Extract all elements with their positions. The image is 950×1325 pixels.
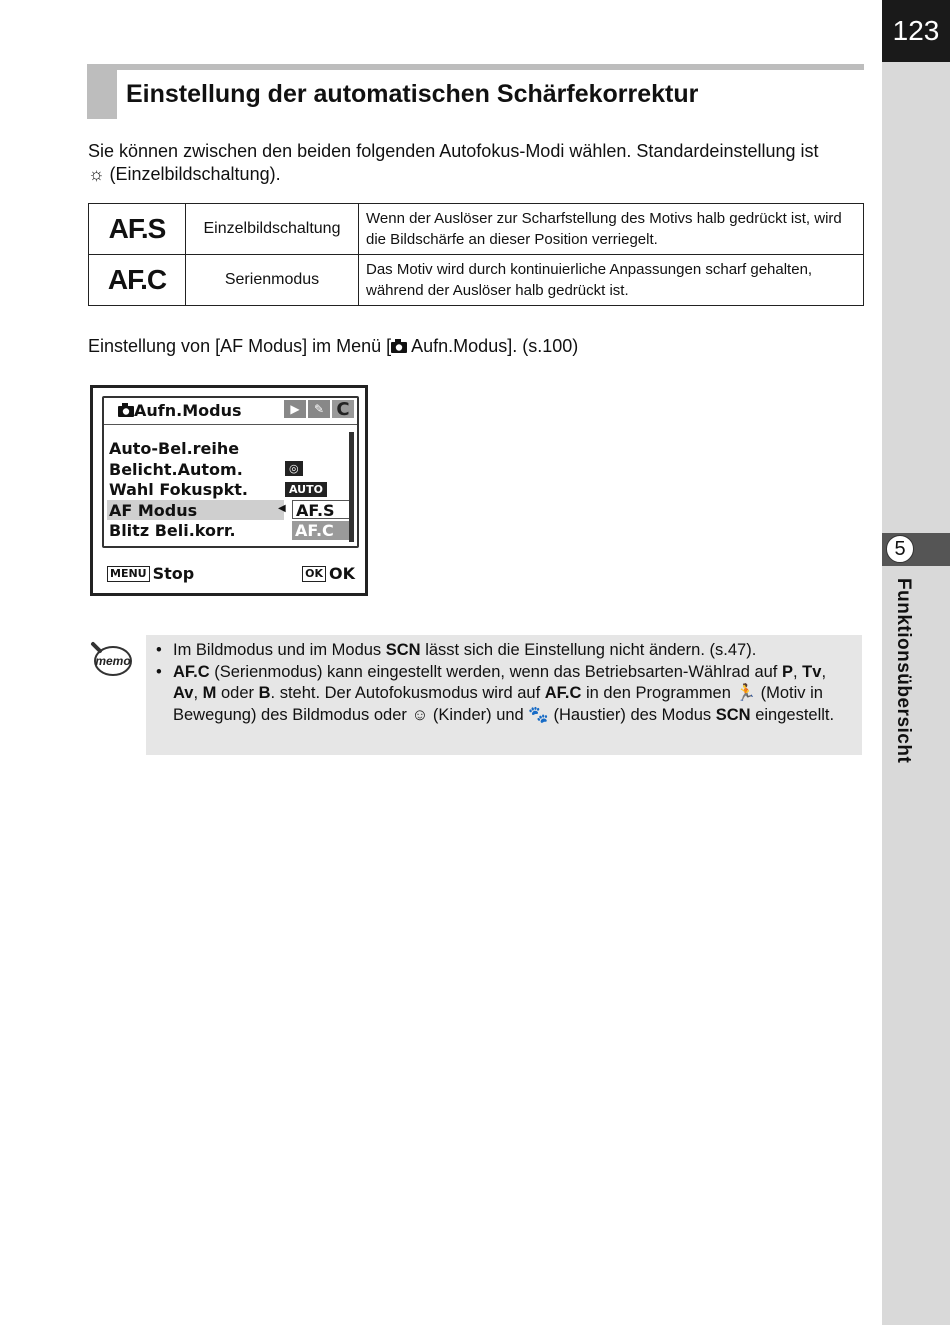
afc-icon: AF.C <box>544 684 582 703</box>
list-item: Wahl Fokuspkt. <box>109 480 248 499</box>
mode-name: Serienmodus <box>186 255 359 306</box>
scrollbar <box>349 432 354 542</box>
table-row <box>89 255 864 306</box>
scn-icon: SCN <box>715 705 751 724</box>
moving-object-icon: 🏃 <box>735 684 757 703</box>
menu-header <box>118 401 241 420</box>
mode-name: Einzelbildschaltung <box>186 204 359 255</box>
left-arrow-icon: ◀ <box>278 503 286 514</box>
memo-bullet-1: • Im Bildmodus und im Modus SCN lässt sich die Einstellung nicht ändern. (s.47). <box>146 640 862 662</box>
list-item-selected: AF Modus <box>107 500 284 520</box>
afc-icon: AF.C <box>89 255 186 306</box>
page-number: 123 <box>882 0 950 62</box>
menu-header-label: Aufn.Modus <box>134 401 242 420</box>
list-item: Blitz Beli.korr. <box>109 521 236 540</box>
svg-text:memo: memo <box>95 654 131 668</box>
bulb-mode-icon: B <box>258 684 271 703</box>
mode-description: Wenn der Auslöser zur Scharfstellung des Motivs halb gedrückt ist, wird die Bildschärfe an dieser Position verriegelt. <box>359 204 864 255</box>
manual-mode-icon: M <box>202 684 217 703</box>
heading-block <box>87 64 117 119</box>
afs-icon: AF.S <box>89 204 186 255</box>
afc-icon: AF.C <box>173 662 210 681</box>
intro-paragraph <box>88 140 868 186</box>
tab-playback-icon: ▶ <box>284 400 306 418</box>
menu-key-icon: MENU <box>107 566 150 582</box>
chapter-label: Funktionsübersicht <box>893 578 914 764</box>
af-mode-table <box>88 203 864 306</box>
chapter-number: 5 <box>886 535 914 563</box>
menu-path-suffix: Aufn.Modus]. (s.100) <box>407 336 579 356</box>
mode-description: Das Motiv wird durch kontinuierliche Anpassungen scharf gehalten, während der Auslöser halb gedrückt ist. <box>359 255 864 306</box>
intro-line2: (Einzelbildschaltung). <box>104 164 281 184</box>
menu-panel <box>102 396 359 548</box>
ok-key-icon: OK <box>302 566 326 582</box>
memo-notes <box>146 635 862 755</box>
menu-path-prefix: Einstellung von [AF Modus] im Menü [ <box>88 336 392 356</box>
footer-ok: OK OK <box>302 564 355 583</box>
option-afs: AF.S <box>292 500 354 519</box>
program-mode-icon: P <box>781 662 793 681</box>
menu-tabs <box>284 400 354 418</box>
page-title: Einstellung der automatischen Schärfekorrektur <box>126 80 699 108</box>
menu-path-instruction <box>88 336 578 357</box>
kids-icon: ☺ <box>411 705 429 724</box>
tab-setup-icon: ✎ <box>308 400 330 418</box>
footer-stop: MENU Stop <box>107 564 194 583</box>
scn-icon: SCN <box>385 641 421 659</box>
intro-line1: Sie können zwischen den beiden folgenden Autofokus-Modi wählen. Standardeinstellung ist <box>88 141 819 161</box>
section-heading <box>87 64 864 119</box>
list-item: Auto-Bel.reihe <box>109 439 240 458</box>
memo-bullet-2: • AF.C (Serienmodus) kann eingestellt werden, wenn das Betriebsarten-Wählrad auf P, Tv, Av, M oder B. steht. Der Autofokusmodus wird auf AF.C in den Programmen 🏃 (Motiv in Bewegung) des Bildmodus oder ☺ (Kinder) und 🐾 (Haustier) des Modus SCN eingestellt. <box>146 662 862 727</box>
header-divider <box>104 424 357 425</box>
av-mode-icon: Av <box>173 684 194 703</box>
camera-icon <box>391 336 407 356</box>
option-afc: AF.C <box>292 521 354 540</box>
auto-badge: AUTO <box>285 482 327 497</box>
camera-icon <box>118 401 134 420</box>
list-item: Belicht.Autom. <box>109 460 243 479</box>
table-row <box>89 204 864 255</box>
camera-menu-screenshot <box>90 385 368 596</box>
memo-icon <box>90 641 132 677</box>
single-frame-icon: ☼ <box>88 164 105 184</box>
pet-icon: 🐾 <box>528 705 549 724</box>
tv-mode-icon: Tv <box>802 662 822 681</box>
tab-custom-icon: C <box>332 400 354 418</box>
heading-rule <box>87 64 864 70</box>
metering-icon: ◎ <box>285 461 303 476</box>
